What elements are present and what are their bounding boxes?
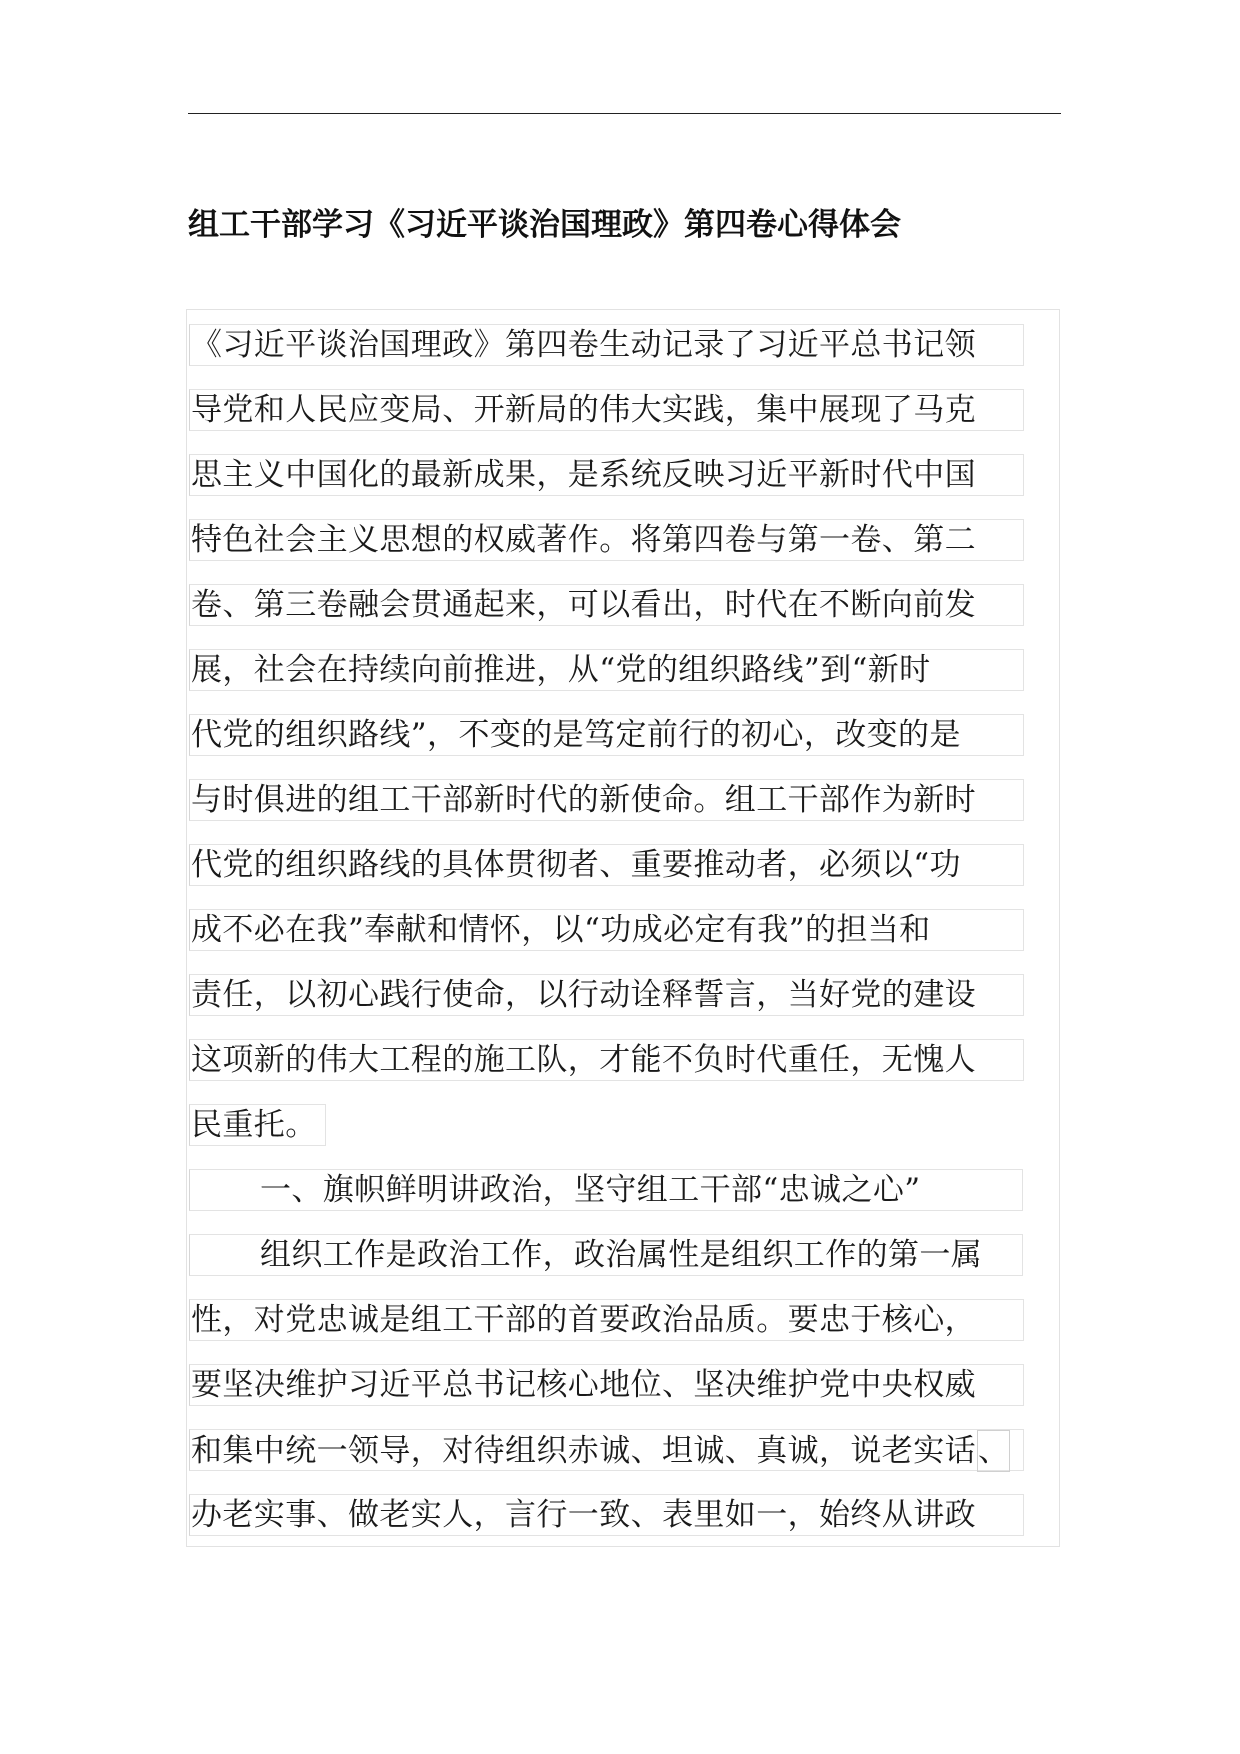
section-heading (189, 1161, 1059, 1226)
text-line-content: 与时俱进的组工干部新时代的新使命。组工干部作为新时 (189, 779, 1024, 821)
text-line-content: 成不必在我”奉献和情怀，以“功成必定有我”的担当和 (189, 909, 1024, 951)
text-line (189, 1356, 1059, 1421)
text-line (189, 576, 1059, 641)
text-line (189, 1096, 1059, 1161)
text-line-content: 性，对党忠诚是组工干部的首要政治品质。要忠于核心， (189, 1299, 1024, 1341)
text-line (189, 1291, 1059, 1356)
text-line-content: 责任，以初心践行使命，以行动诠释誓言，当好党的建设 (189, 974, 1024, 1016)
text-line (189, 901, 1059, 966)
text-line-content: 民重托。 (189, 1104, 326, 1146)
text-line (189, 641, 1059, 706)
text-line-content: 办老实事、做老实人，言行一致、表里如一，始终从讲政 (189, 1494, 1024, 1536)
text-line-content: 代党的组织路线”，不变的是笃定前行的初心，改变的是 (189, 714, 1024, 756)
text-line (189, 836, 1059, 901)
text-line-content: 卷、第三卷融会贯通起来，可以看出，时代在不断向前发 (189, 584, 1024, 626)
text-line (189, 316, 1059, 381)
body-text (189, 316, 1059, 1551)
text-line-content: 导党和人民应变局、开新局的伟大实践，集中展现了马克 (189, 389, 1024, 431)
overflow-punctuation: 、 (977, 1430, 1010, 1472)
text-line (189, 966, 1059, 1031)
document-title: 组工干部学习《习近平谈治国理政》第四卷心得体会 (188, 207, 901, 243)
text-line (189, 1226, 1059, 1291)
text-line (189, 1031, 1059, 1096)
header-rule (188, 113, 1061, 114)
text-line (189, 771, 1059, 836)
text-line-content: 组织工作是政治工作，政治属性是组织工作的第一属 (189, 1234, 1023, 1276)
text-line-content: 思主义中国化的最新成果，是系统反映习近平新时代中国 (189, 454, 1024, 496)
text-line (189, 511, 1059, 576)
text-line (189, 381, 1059, 446)
text-line (189, 1486, 1059, 1551)
text-line-content: 《习近平谈治国理政》第四卷生动记录了习近平总书记领 (189, 324, 1024, 366)
text-line-content: 要坚决维护习近平总书记核心地位、坚决维护党中央权威 (189, 1364, 1024, 1406)
text-line (189, 706, 1059, 771)
text-line-content: 展，社会在持续向前推进，从“党的组织路线”到“新时 (189, 649, 1024, 691)
text-line-content: 和集中统一领导，对待组织赤诚、坦诚、真诚，说老实话 (191, 1433, 976, 1469)
text-line-content: 代党的组织路线的具体贯彻者、重要推动者，必须以“功 (189, 844, 1024, 886)
section-heading-text: 一、旗帜鲜明讲政治，坚守组工干部“忠诚之心” (189, 1169, 1023, 1211)
text-line (189, 1421, 1059, 1486)
text-line-content: 这项新的伟大工程的施工队，才能不负时代重任，无愧人 (189, 1039, 1024, 1081)
text-line (189, 446, 1059, 511)
text-line-content: 特色社会主义思想的权威著作。将第四卷与第一卷、第二 (189, 519, 1024, 561)
